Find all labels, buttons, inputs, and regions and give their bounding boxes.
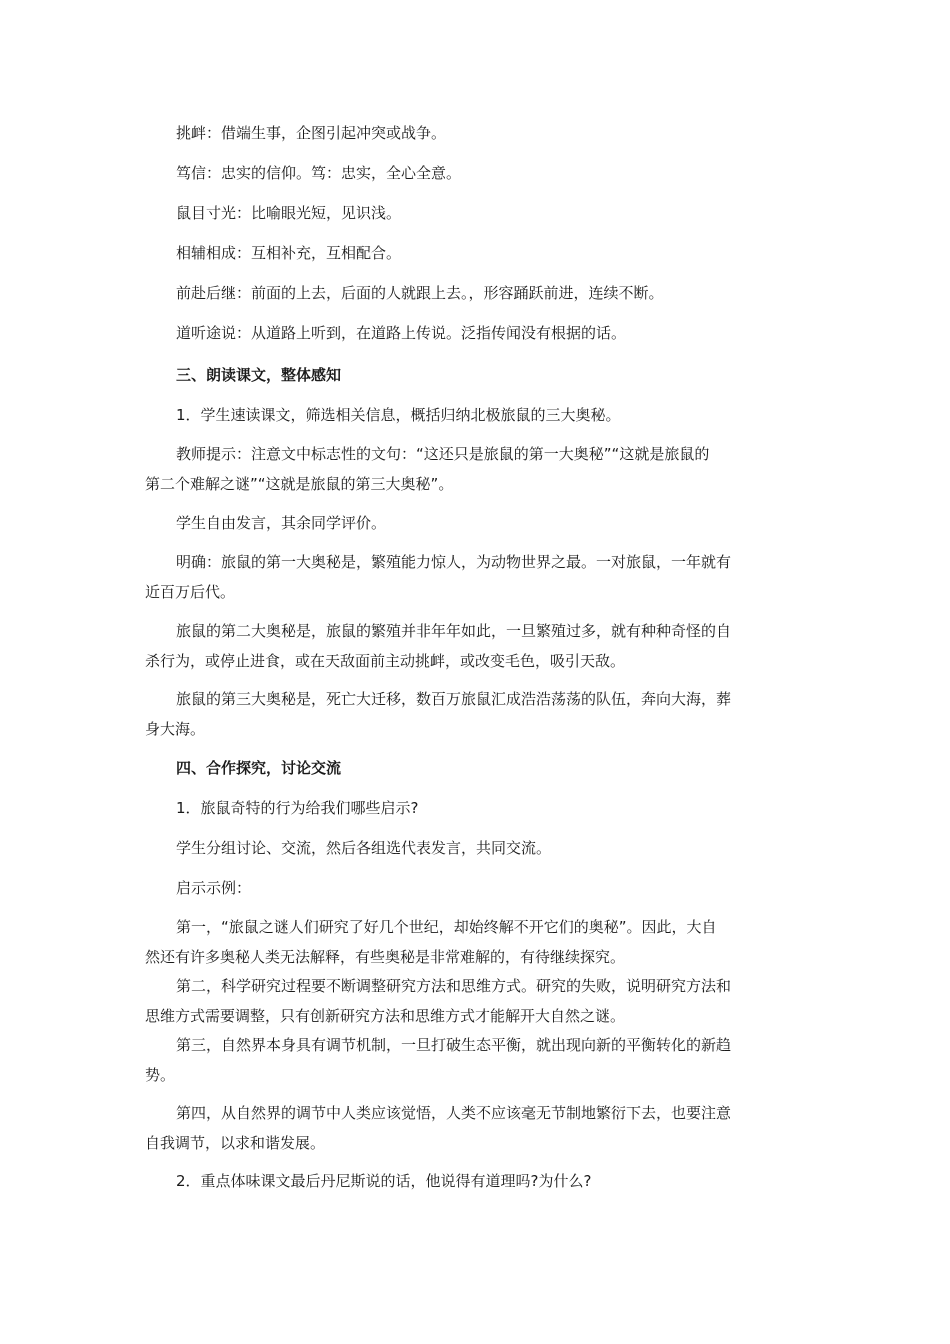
- example-4-line-2: 自我调节，以求和谐发展。: [145, 1134, 326, 1152]
- section-3-heading: 三、朗读课文，整体感知: [176, 366, 342, 384]
- mystery-1-line-2: 近百万后代。: [145, 583, 236, 601]
- section-4-question-1: 1．旅鼠奇特的行为给我们哪些启示?: [176, 799, 419, 817]
- definition-duxin: 笃信：忠实的信仰。笃：忠实，全心全意。: [176, 164, 462, 182]
- section-4-heading: 四、合作探究，讨论交流: [176, 759, 342, 777]
- definition-xiangfuxiangcheng: 相辅相成：互相补充，互相配合。: [176, 244, 402, 262]
- definition-qianfuhouji: 前赴后继：前面的上去，后面的人就跟上去。，形容踊跃前进，连续不断。: [176, 284, 664, 302]
- section-4-question-2: 2．重点体味课文最后丹尼斯说的话，他说得有道理吗?为什么?: [176, 1172, 592, 1190]
- definition-shumucunguang: 鼠目寸光：比喻眼光短，见识浅。: [176, 204, 402, 222]
- definition-tiaoxin: 挑衅：借端生事，企图引起冲突或战争。: [176, 124, 447, 142]
- mystery-3-line-2: 身大海。: [145, 720, 206, 738]
- definition-daotingtushuo: 道听途说：从道路上听到，在道路上传说。泛指传闻没有根据的话。: [176, 324, 627, 342]
- teacher-hint-line-1: 教师提示：注意文中标志性的文句：“这还只是旅鼠的第一大奥秘”“这就是旅鼠的: [176, 445, 710, 463]
- mystery-2-line-1: 旅鼠的第二大奥秘是，旅鼠的繁殖并非年年如此，一旦繁殖过多，就有种种奇怪的自: [176, 622, 732, 640]
- teacher-hint-line-2: 第二个难解之谜”“这就是旅鼠的第三大奥秘”。: [145, 475, 454, 493]
- example-1-line-1: 第一，“旅鼠之谜人们研究了好几个世纪，却始终解不开它们的奥秘”。因此，大自: [176, 918, 717, 936]
- free-speech-note: 学生自由发言，其余同学评价。: [176, 514, 387, 532]
- example-1-line-2: 然还有许多奥秘人类无法解释，有些奥秘是非常难解的，有待继续探究。: [145, 948, 626, 966]
- example-2-line-2: 思维方式需要调整，只有创新研究方法和思维方式才能解开大自然之谜。: [145, 1007, 626, 1025]
- example-3-line-1: 第三，自然界本身具有调节机制，一旦打破生态平衡，就出现向新的平衡转化的新趋: [176, 1036, 732, 1054]
- example-3-line-2: 势。: [145, 1066, 176, 1084]
- mystery-1-line-1: 明确：旅鼠的第一大奥秘是，繁殖能力惊人，为动物世界之最。一对旅鼠，一年就有: [176, 553, 732, 571]
- group-discussion-note: 学生分组讨论、交流，然后各组选代表发言，共同交流。: [176, 839, 552, 857]
- example-4-line-1: 第四，从自然界的调节中人类应该觉悟，人类不应该毫无节制地繁衍下去，也要注意: [176, 1104, 732, 1122]
- mystery-3-line-1: 旅鼠的第三大奥秘是，死亡大迁移，数百万旅鼠汇成浩浩荡荡的队伍，奔向大海，葬: [176, 690, 732, 708]
- section-3-task-1: 1．学生速读课文，筛选相关信息，概括归纳北极旅鼠的三大奥秘。: [176, 406, 621, 424]
- mystery-2-line-2: 杀行为，或停止进食，或在天敌面前主动挑衅，或改变毛色，吸引天敌。: [145, 652, 626, 670]
- examples-label: 启示示例：: [176, 879, 252, 897]
- example-2-line-1: 第二，科学研究过程要不断调整研究方法和思维方式。研究的失败，说明研究方法和: [176, 977, 732, 995]
